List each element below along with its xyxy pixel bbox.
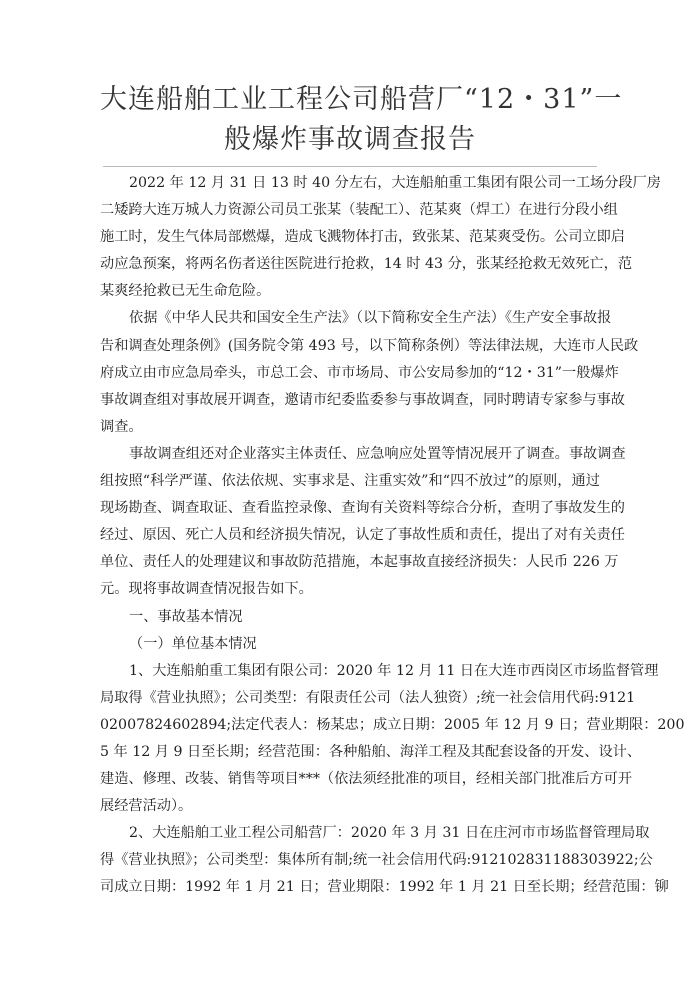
text-line: 告和调查处理条例》(国务院令第 493 号，以下简称条例）等法律法规，大连市人民政 — [100, 337, 639, 354]
text-line: 5 年 12 月 9 日至长期；经营范围：各种船舶、海洋工程及其配套设备的开发、设计、 — [100, 743, 642, 760]
text-line: 事故调查组还对企业落实主体责任、应急响应处置等情况展开了调查。事故调查 — [129, 445, 626, 462]
document-body — [100, 170, 685, 902]
text-line: 依据《中华人民共和国安全生产法》（以下简称安全生产法）《生产安全事故报 — [129, 310, 612, 327]
text-line: 展经营活动）。 — [100, 798, 193, 815]
title-divider — [103, 166, 597, 167]
title-line: 大连船舶工业工程公司船营厂“12・31”一 — [100, 84, 623, 115]
text-line: 二矮跨大连万城人力资源公司员工张某（装配工）、范某爽（焊工）在进行分段小组 — [100, 202, 618, 219]
text-line: 2、大连船舶工业工程公司船营厂：2020 年 3 月 31 日在庄河市市场监督管理局取 — [129, 825, 650, 842]
text-line: 调查。 — [100, 418, 143, 435]
text-line: 事故调查组对事故展开调查，邀请市纪委监委参与事故调查，同时聘请专家参与事故 — [100, 391, 625, 408]
text-line: 得《营业执照》；公司类型：集体所有制;统一社会信用代码:912102831188303922;公 — [100, 852, 653, 869]
text-line: 建造、修理、改装、销售等项目***（依法须经批准的项目，经相关部门批准后方可开 — [100, 771, 633, 788]
text-line: 府成立由市应急局牵头，市总工会、市市场局、市公安局参加的“12・31”一般爆炸 — [100, 364, 619, 381]
text-line: 司成立日期：1992 年 1 月 21 日；营业期限：1992 年 1 月 21 日至长期；经营范围：铆 — [100, 879, 669, 896]
title-line: 般爆炸事故调查报告 — [224, 124, 476, 155]
text-line: 经过、原因、死亡人员和经济损失情况，认定了事故性质和责任，提出了对有关责任 — [100, 527, 625, 544]
text-line: 1、大连船舶重工集团有限公司：2020 年 12 月 11 日在大连市西岗区市场监督管理 — [129, 662, 659, 679]
text-line: 组按照“科学严谨、依法依规、实事求是、注重实效”和“四不放过”的原则，通过 — [100, 473, 600, 490]
text-line: 2022 年 12 月 31 日 13 时 40 分左右，大连船舶重工集团有限公司一工场分段厂房 — [129, 175, 661, 191]
section-heading: 一、事故基本情况 — [129, 608, 243, 625]
text-line: 现场勘查、调查取证、查看监控录像、查询有关资料等综合分析，查明了事故发生的 — [100, 500, 625, 517]
text-line: 单位、责任人的处理建议和事故防范措施，本起事故直接经济损失：人民币 226 万 — [100, 554, 619, 571]
document-title — [100, 80, 623, 160]
text-line: 局取得《营业执照》；公司类型：有限责任公司（法人独资）;统一社会信用代码:9121 — [100, 689, 636, 706]
text-line: 元。现将事故调查情况报告如下。 — [100, 581, 313, 598]
text-line: 02007824602894;法定代表人：杨某忠；成立日期：2005 年 12 月 9 日；营业期限：200 — [100, 716, 685, 733]
text-line: 施工时，发生气体局部燃爆，造成飞溅物体打击，致张某、范某爽受伤。公司立即启 — [100, 229, 625, 246]
text-line: 某爽经抢救已无生命危险。 — [100, 283, 271, 300]
text-line: 动应急预案，将两名伤者送往医院进行抢救，14 时 43 分，张某经抢救无效死亡，范 — [100, 256, 633, 273]
subsection-heading: （一）单位基本情况 — [129, 635, 257, 652]
